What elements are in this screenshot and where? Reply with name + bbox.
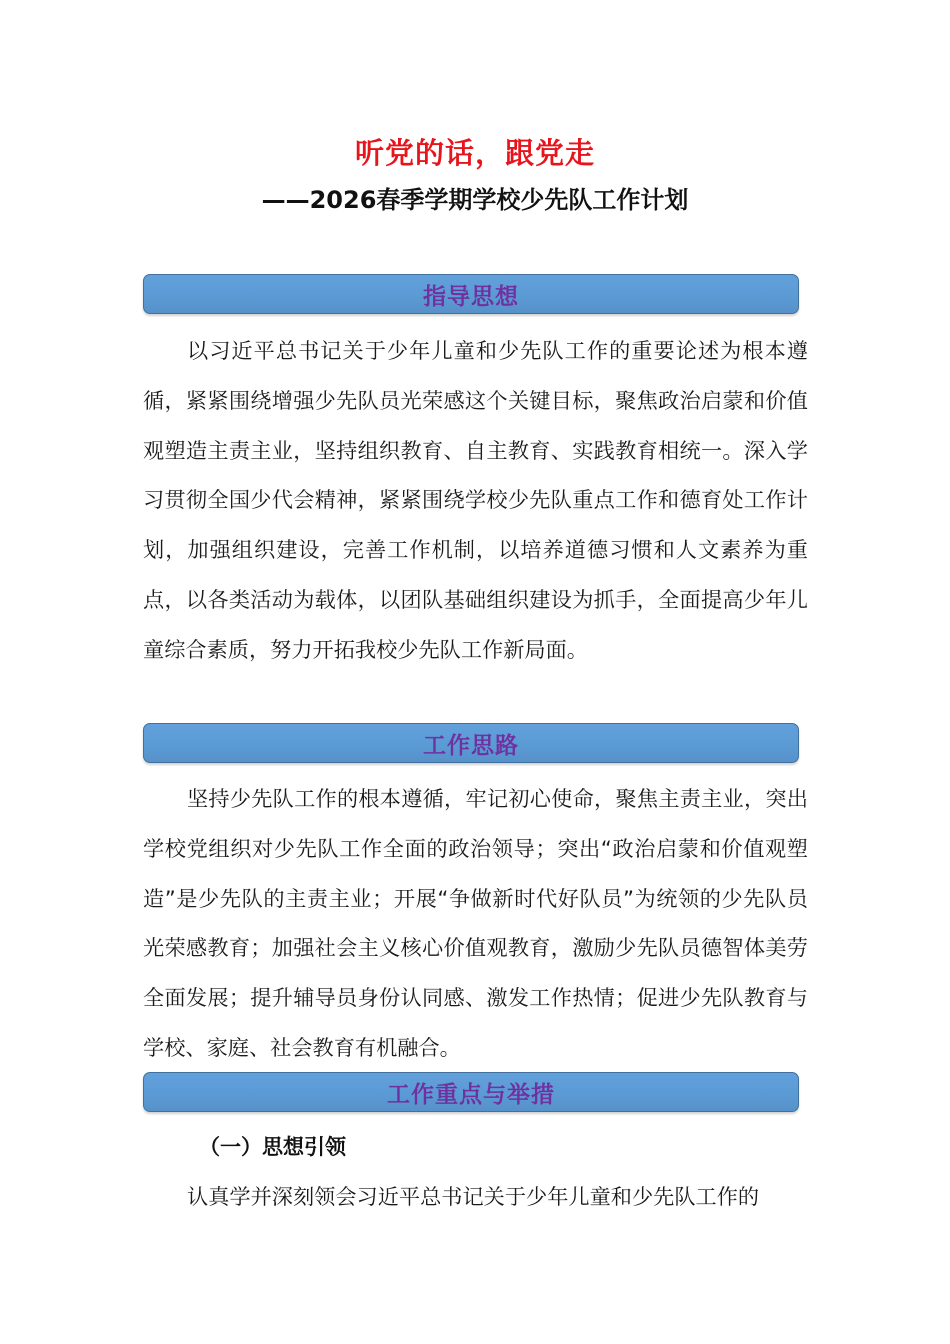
section-banner-label: 工作思路 (423, 733, 519, 759)
section-banner-label: 指导思想 (423, 284, 519, 310)
section-paragraph-ideological-guidance: 认真学并深刻领会习近平总书记关于少年儿童和少先队工作的 (187, 1184, 760, 1209)
section-paragraph-work-approach: 坚持少先队工作的根本遵循，牢记初心使命，聚焦主责主业，突出学校党组织对少先队工作全面的政治领导；突出“政治启蒙和价值观塑造”是少先队的主责主业；开展“争做新时代好队员”为统领的少先队员光荣感教育；加强社会主义核心价值观教育，激励少先队员德智体美劳全面发展；提升辅导员身份认同感、激发工作热情；促进少先队教育与学校、家庭、社会教育有机融合。 (143, 786, 808, 1060)
section-banner-guiding-ideology (143, 274, 799, 314)
section-banner-label: 工作重点与举措 (387, 1082, 555, 1108)
subsection-heading-ideological-guidance: （一）思想引领 (199, 1135, 346, 1159)
document-subtitle: ——2026春季学期学校少先队工作计划 (261, 186, 689, 214)
section-banner-key-work-measures (143, 1072, 799, 1112)
section-paragraph-guiding-ideology: 以习近平总书记关于少年儿童和少先队工作的重要论述为根本遵循，紧紧围绕增强少先队员光荣感这个关键目标，聚焦政治启蒙和价值观塑造主责主业，坚持组织教育、自主教育、实践教育相统一。深入学习贯彻全国少代会精神，紧紧围绕学校少先队重点工作和德育处工作计划，加强组织建设，完善工作机制，以培养道德习惯和人文素养为重点，以各类活动为载体，以团队基础组织建设为抓手，全面提高少年儿童综合素质，努力开拓我校少先队工作新局面。 (143, 338, 808, 662)
section-banner-work-approach (143, 723, 799, 763)
document-title: 听党的话，跟党走 (354, 136, 595, 170)
